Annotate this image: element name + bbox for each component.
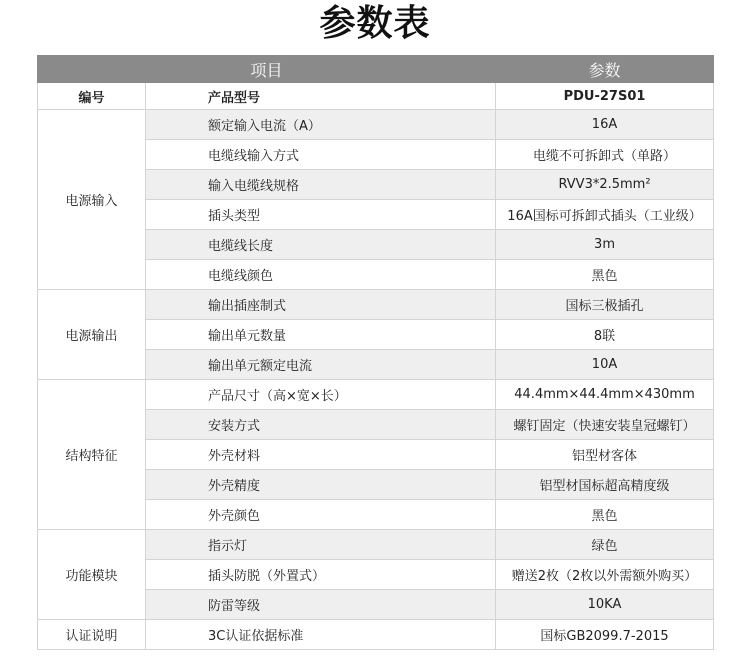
group-label: 认证说明: [38, 620, 146, 650]
item-cell: 外壳精度: [146, 470, 496, 500]
value-cell: 16A国标可拆卸式插头（工业级）: [496, 200, 714, 230]
item-cell: 插头防脱（外置式）: [146, 560, 496, 590]
table-row: [38, 290, 714, 320]
item-cell: 防雷等级: [146, 590, 496, 620]
spec-table: [37, 55, 714, 650]
table-row: [38, 110, 714, 140]
model-row: [38, 83, 714, 110]
item-cell: 指示灯: [146, 530, 496, 560]
item-cell: 外壳颜色: [146, 500, 496, 530]
value-cell: 铝型材国标超高精度级: [496, 470, 714, 500]
value-cell: 黑色: [496, 260, 714, 290]
model-label: 产品型号: [146, 83, 496, 110]
value-cell: 3m: [496, 230, 714, 260]
item-cell: 输出单元额定电流: [146, 350, 496, 380]
item-cell: 输出插座制式: [146, 290, 496, 320]
item-cell: 电缆线颜色: [146, 260, 496, 290]
value-cell: 国标三极插孔: [496, 290, 714, 320]
item-cell: 输入电缆线规格: [146, 170, 496, 200]
item-cell: 产品尺寸（高×宽×长）: [146, 380, 496, 410]
item-cell: 额定输入电流（A）: [146, 110, 496, 140]
table-header-row: [38, 56, 714, 83]
item-cell: 输出单元数量: [146, 320, 496, 350]
group-label: 功能模块: [38, 530, 146, 620]
header-item: 项目: [38, 56, 496, 83]
value-cell: 螺钉固定（快速安装皇冠螺钉）: [496, 410, 714, 440]
item-cell: 3C认证依据标准: [146, 620, 496, 650]
group-label: 电源输出: [38, 290, 146, 380]
value-cell: 国标GB2099.7-2015: [496, 620, 714, 650]
value-cell: RVV3*2.5mm²: [496, 170, 714, 200]
value-cell: 黑色: [496, 500, 714, 530]
value-cell: 10A: [496, 350, 714, 380]
value-cell: 赠送2枚（2枚以外需额外购买）: [496, 560, 714, 590]
model-value: PDU-27S01: [496, 83, 714, 110]
value-cell: 绿色: [496, 530, 714, 560]
item-cell: 插头类型: [146, 200, 496, 230]
page-title: 参数表: [319, 3, 431, 44]
number-label: 编号: [38, 83, 146, 110]
group-label: 结构特征: [38, 380, 146, 530]
table-row: [38, 380, 714, 410]
item-cell: 外壳材料: [146, 440, 496, 470]
item-cell: 电缆线长度: [146, 230, 496, 260]
group-label: 电源输入: [38, 110, 146, 290]
table-row: [38, 530, 714, 560]
item-cell: 安装方式: [146, 410, 496, 440]
item-cell: 电缆线输入方式: [146, 140, 496, 170]
value-cell: 10KA: [496, 590, 714, 620]
value-cell: 8联: [496, 320, 714, 350]
header-param: 参数: [496, 56, 714, 83]
value-cell: 电缆不可拆卸式（单路）: [496, 140, 714, 170]
value-cell: 16A: [496, 110, 714, 140]
value-cell: 铝型材客体: [496, 440, 714, 470]
table-row: [38, 620, 714, 650]
value-cell: 44.4mm×44.4mm×430mm: [496, 380, 714, 410]
